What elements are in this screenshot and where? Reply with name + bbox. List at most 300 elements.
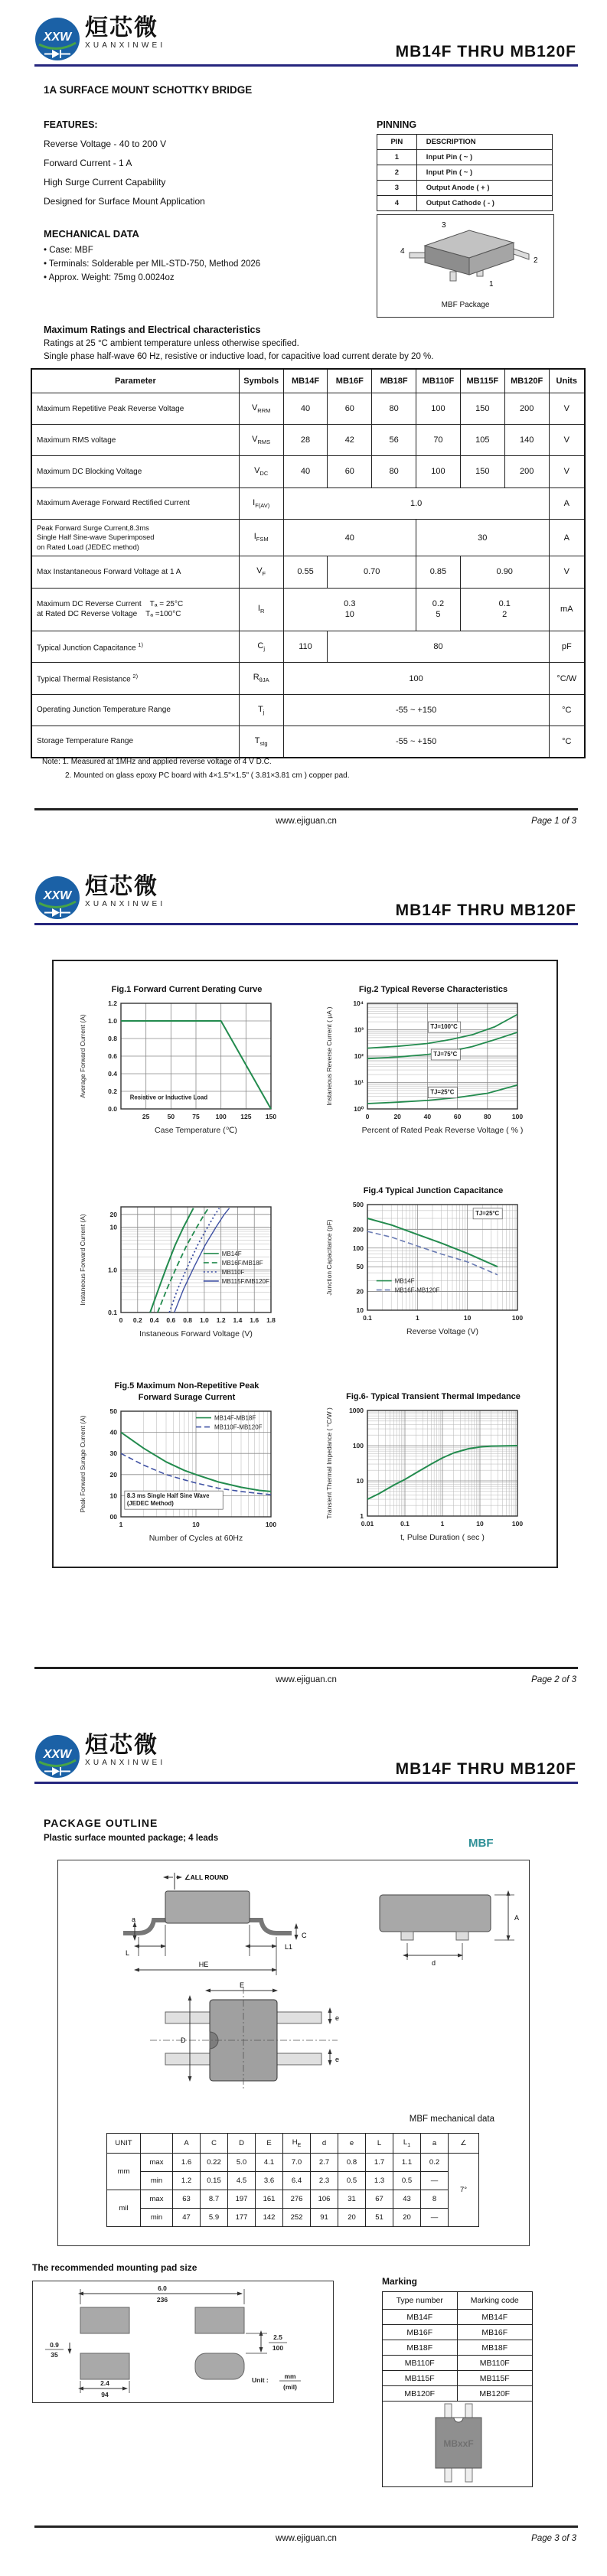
table-cell: 80 [328, 631, 549, 663]
svg-text:0.2: 0.2 [108, 1087, 117, 1095]
svg-text:40: 40 [423, 1113, 432, 1120]
svg-text:1: 1 [360, 1512, 364, 1520]
table-cell: 67 [366, 2190, 393, 2208]
product-subtitle: 1A SURFACE MOUNT SCHOTTKY BRIDGE [44, 84, 253, 96]
logo-xxw-text: XXW [43, 1748, 72, 1761]
header-rule [34, 1782, 578, 1784]
ratings-table [31, 368, 586, 758]
table-cell: 0.5 [338, 2171, 366, 2190]
col-header: UNIT [107, 2134, 141, 2154]
logo-chinese-name: 烜芯微 [85, 1733, 158, 1758]
svg-text:0.1: 0.1 [400, 1520, 410, 1528]
dim-allround-label: ∠ALL ROUND [184, 1873, 229, 1881]
svg-text:200: 200 [352, 1225, 364, 1234]
logo-icon [34, 15, 82, 63]
col-header: MB115F [460, 369, 504, 393]
table-cell: V [549, 393, 585, 425]
col-header: MB120F [504, 369, 549, 393]
svg-text:20: 20 [356, 1287, 364, 1296]
mech-data-label: MBF mechanical data [409, 2115, 494, 2124]
doc-title: MB14F THRU MB120F [395, 902, 576, 919]
col-header: L [366, 2134, 393, 2154]
dim-A-label: A [514, 1914, 520, 1922]
package-image-box [377, 214, 554, 318]
svg-text:MB14F: MB14F [221, 1250, 242, 1257]
svg-text:0.1: 0.1 [108, 1309, 117, 1316]
pin-3-label: 3 [442, 221, 446, 230]
table-cell: 100 [283, 663, 549, 694]
table-cell: 80 [372, 393, 416, 425]
table-cell: 2 [377, 165, 417, 181]
table-cell: °C/W [549, 663, 585, 694]
col-header: Units [549, 369, 585, 393]
col-header: Type number [383, 2292, 458, 2310]
table-row [383, 2371, 533, 2386]
table-row [31, 425, 585, 456]
col-header: MB16F [328, 369, 372, 393]
col-header: C [201, 2134, 228, 2154]
svg-text:TJ=100°C: TJ=100°C [430, 1023, 458, 1031]
table-cell: 80 [372, 456, 416, 487]
table-row [31, 556, 585, 588]
table-cell: 1.3 [366, 2171, 393, 2190]
svg-text:TJ=25°C: TJ=25°C [475, 1209, 500, 1217]
logo-xxw-text: XXW [43, 31, 72, 44]
svg-text:Reverse Voltage (V): Reverse Voltage (V) [406, 1327, 478, 1336]
svg-text:20: 20 [109, 1470, 117, 1479]
package-3d-drawing [377, 215, 550, 289]
svg-text:Instaneous Forward Voltage (V): Instaneous Forward Voltage (V) [139, 1329, 253, 1339]
table-row [31, 726, 585, 758]
svg-text:mm: mm [284, 2372, 296, 2380]
table-cell: °C [549, 726, 585, 758]
svg-text:100: 100 [352, 1244, 364, 1252]
svg-text:0.6: 0.6 [108, 1052, 117, 1060]
svg-text:100: 100 [511, 1520, 524, 1528]
svg-text:1: 1 [415, 1314, 419, 1322]
package-outline-box [57, 1860, 530, 2246]
logo-xxw-text: XXW [43, 889, 72, 902]
footer-site-url: www.ejiguan.cn [276, 817, 337, 826]
table-cell: 5.0 [228, 2153, 256, 2171]
table-cell: MB110F [383, 2356, 458, 2371]
table-cell: 42 [328, 425, 372, 456]
svg-text:0: 0 [365, 1113, 370, 1120]
package-caption: MBF Package [441, 301, 490, 309]
table-cell: V [549, 556, 585, 588]
footer-page-number: Page 2 of 3 [531, 1675, 576, 1684]
svg-text:Instaneous Forward Current (A): Instaneous Forward Current (A) [79, 1214, 86, 1306]
pinning-heading: PINNING [377, 119, 417, 130]
svg-text:1000: 1000 [349, 1407, 364, 1414]
dim-e2-label: e [335, 2056, 340, 2063]
marking-chip-cell [383, 2402, 533, 2487]
table-cell: Operating Junction Temperature Range [31, 694, 239, 726]
svg-text:100: 100 [265, 1521, 277, 1528]
table-cell: 40 [283, 456, 328, 487]
company-logo [34, 15, 165, 63]
dim-e1-label: e [335, 2014, 340, 2022]
dim-a-label: a [132, 1916, 136, 1923]
logo-english-name: XUANXINWEI [85, 900, 166, 908]
svg-text:1.0: 1.0 [199, 1316, 209, 1324]
table-cell: 161 [256, 2190, 283, 2208]
svg-text:100: 100 [511, 1314, 524, 1322]
svg-text:0.4: 0.4 [149, 1316, 159, 1324]
features-block [44, 119, 205, 207]
table-row [107, 2190, 479, 2208]
table-cell: max [141, 2190, 173, 2208]
svg-text:10: 10 [356, 1477, 364, 1485]
table-cell: Typical Thermal Resistance $^{2)}$ [31, 663, 239, 694]
svg-text:MB16F-MB120F: MB16F-MB120F [394, 1286, 440, 1294]
table-cell: -55 ~ +150 [283, 694, 549, 726]
figure-junction-capacitance [321, 1185, 545, 1349]
svg-text:75: 75 [192, 1113, 200, 1120]
table-cell: 105 [460, 425, 504, 456]
svg-text:(mil): (mil) [283, 2383, 297, 2391]
svg-text:236: 236 [156, 2296, 168, 2304]
table-cell: 4.1 [256, 2153, 283, 2171]
table-cell: 40 [283, 519, 416, 556]
dim-L1-label: L1 [285, 1943, 293, 1951]
header-row [383, 2292, 533, 2310]
svg-text:Case Temperature (℃): Case Temperature (℃) [155, 1126, 237, 1135]
pinning-table [377, 134, 553, 211]
svg-text:Instaneous Reverse Current ( μ: Instaneous Reverse Current ( μA ) [325, 1006, 333, 1106]
table-cell: 5.9 [201, 2208, 228, 2226]
table-cell: $T_{stg}$ [239, 726, 283, 758]
table-cell: MB16F [383, 2325, 458, 2340]
table-cell: MB14F [383, 2310, 458, 2325]
fig3-plot [75, 1201, 299, 1348]
table-cell: MB115F [457, 2371, 533, 2386]
table-cell: 106 [311, 2190, 338, 2208]
table-row [31, 588, 585, 631]
svg-text:125: 125 [240, 1113, 252, 1120]
table-cell: A [549, 487, 585, 519]
figure-derating-curve [75, 984, 299, 1148]
table-cell: 100 [416, 393, 461, 425]
footer-site-url: www.ejiguan.cn [276, 1675, 337, 1684]
svg-text:10: 10 [192, 1521, 200, 1528]
svg-text:10²: 10² [354, 1052, 364, 1060]
mechanical-heading: MECHANICAL DATA [44, 228, 139, 240]
table-row [377, 165, 553, 181]
col-header: D [228, 2134, 256, 2154]
svg-text:10: 10 [476, 1520, 484, 1528]
table-cell: 4.5 [228, 2171, 256, 2190]
table-cell: 200 [504, 456, 549, 487]
table-row [383, 2386, 533, 2402]
col-header: ∠ [449, 2134, 479, 2154]
pin-1-label: 1 [489, 280, 494, 289]
table-cell: MB14F [457, 2310, 533, 2325]
table-cell: $V_{DC}$ [239, 456, 283, 487]
note-line-1: Note: 1. Measured at 1MHz and applied reverse voltage of 4 V D.C. [42, 758, 272, 766]
fig6-plot [321, 1404, 545, 1551]
figure-title: Fig.6- Typical Transient Thermal Impedance [346, 1392, 521, 1401]
svg-text:10: 10 [463, 1314, 472, 1322]
svg-text:1.0: 1.0 [108, 1266, 117, 1274]
table-cell: 150 [460, 456, 504, 487]
table-cell: 51 [366, 2208, 393, 2226]
features-heading: FEATURES: [44, 119, 98, 130]
mounting-pad-drawing [33, 2281, 330, 2400]
col-header: PIN [377, 135, 417, 150]
col-header: A [173, 2134, 201, 2154]
table-row [107, 2153, 479, 2171]
header-row [31, 369, 585, 393]
svg-text:Average Forward Current (A): Average Forward Current (A) [79, 1014, 86, 1098]
figure-title: Fig.2 Typical Reverse Characteristics [358, 985, 508, 994]
pinning-block [377, 119, 553, 211]
table-cell: $V_F$ [239, 556, 283, 588]
svg-text:2.4: 2.4 [100, 2379, 109, 2387]
svg-text:Number of Cycles at 60Hz: Number of Cycles at 60Hz [148, 1534, 243, 1543]
table-cell: Peak Forward Surge Current,8.3ms Single Half Sine-wave Superimposed on Rated Load (JEDEC method) [31, 519, 239, 556]
table-cell: 0.70 [328, 556, 416, 588]
table-cell: 43 [393, 2190, 421, 2208]
table-cell: $T_j$ [239, 694, 283, 726]
table-cell: min [141, 2171, 173, 2190]
svg-text:0.9: 0.9 [50, 2341, 59, 2349]
table-cell: 100 [416, 456, 461, 487]
ratings-table [31, 368, 586, 758]
table-cell: — [421, 2208, 449, 2226]
mech-item: • Case: MBF [44, 246, 93, 255]
dim-d-label: d [432, 1959, 436, 1967]
table-cell: 177 [228, 2208, 256, 2226]
svg-text:Junction Capacitance (pF): Junction Capacitance (pF) [325, 1219, 333, 1296]
table-row [383, 2340, 533, 2356]
svg-text:1.2: 1.2 [108, 999, 117, 1007]
table-cell: 1 [377, 150, 417, 165]
figure-title: Fig.5 Maximum Non-Repetitive Peak Forward Surage Current [114, 1381, 259, 1402]
table-cell: pF [549, 631, 585, 663]
svg-text:MB110F: MB110F [221, 1268, 245, 1276]
table-cell: Max Instantaneous Forward Voltage at 1 A [31, 556, 239, 588]
table-cell: $I_{FSM}$ [239, 519, 283, 556]
table-cell: 20 [393, 2208, 421, 2226]
svg-text:t, Pulse Duration ( sec ): t, Pulse Duration ( sec ) [400, 1533, 485, 1542]
table-row [31, 393, 585, 425]
table-cell: MB18F [383, 2340, 458, 2356]
table-cell: 7.0 [283, 2153, 311, 2171]
svg-text:30: 30 [109, 1449, 117, 1458]
table-cell: 56 [372, 425, 416, 456]
pin-4-label: 4 [400, 247, 405, 256]
table-cell: Maximum RMS voltage [31, 425, 239, 456]
figure-reverse-characteristics [321, 984, 545, 1148]
figure-thermal-impedance [321, 1391, 545, 1555]
table-cell: 20 [338, 2208, 366, 2226]
table-cell: 0.1 2 [460, 588, 549, 631]
svg-text:MB110F-MB120F: MB110F-MB120F [214, 1423, 263, 1431]
table-cell: $V_{RRM}$ [239, 393, 283, 425]
table-cell: MB18F [457, 2340, 533, 2356]
fig5-plot [75, 1405, 299, 1552]
footer-page-number: Page 3 of 3 [531, 2534, 576, 2543]
col-header: $H_E$ [283, 2134, 311, 2154]
svg-text:0.8: 0.8 [183, 1316, 193, 1324]
ratings-line2: Single phase half-wave 60 Hz, resistive or inductive load, for capacitive load current derate by 20 %. [44, 352, 434, 361]
table-cell: 0.22 [201, 2153, 228, 2171]
svg-text:10: 10 [109, 1223, 117, 1231]
package-name-badge: MBF [468, 1837, 494, 1850]
table-cell: 0.2 5 [416, 588, 461, 631]
svg-text:MB115F/MB120F: MB115F/MB120F [221, 1277, 269, 1285]
svg-text:1.0: 1.0 [108, 1017, 117, 1025]
svg-text:80: 80 [484, 1113, 491, 1120]
dim-D-label: D [181, 2036, 186, 2044]
logo-icon [34, 1733, 82, 1780]
svg-text:Percent of Rated Peak Reverse: Percent of Rated Peak Reverse Voltage ( % ) [361, 1126, 524, 1135]
logo-english-name: XUANXINWEI [85, 1759, 166, 1767]
footer-site-url: www.ejiguan.cn [276, 2534, 337, 2543]
doc-title: MB14F THRU MB120F [395, 43, 576, 60]
table-cell: Input Pin ( ~ ) [416, 150, 552, 165]
svg-text:MB16F/MB18F: MB16F/MB18F [221, 1259, 263, 1267]
col-header: $L_1$ [393, 2134, 421, 2154]
svg-text:35: 35 [51, 2351, 58, 2359]
table-cell: Output Cathode ( - ) [416, 196, 552, 211]
header-rule [34, 923, 578, 925]
svg-text:50: 50 [109, 1407, 117, 1415]
table-row [31, 663, 585, 694]
fig1-plot [75, 997, 299, 1144]
table-cell: 3 [377, 181, 417, 196]
page-2 [0, 859, 607, 1717]
logo-chinese-name: 烜芯微 [85, 15, 158, 41]
figure-surge-current [75, 1381, 299, 1556]
table-row [31, 519, 585, 556]
feature-item: Designed for Surface Mount Application [44, 196, 205, 207]
table-row [31, 487, 585, 519]
page-footer [34, 808, 578, 833]
svg-text:MB14F-MB18F: MB14F-MB18F [214, 1414, 256, 1422]
marking-heading: Marking [382, 2276, 418, 2287]
mech-data-table [106, 2133, 479, 2227]
svg-text:TJ=75°C: TJ=75°C [433, 1051, 458, 1058]
svg-text:(JEDEC Method): (JEDEC Method) [126, 1500, 174, 1508]
svg-text:0.8: 0.8 [108, 1035, 117, 1042]
table-cell: 0.85 [416, 556, 461, 588]
table-row [31, 694, 585, 726]
ratings-heading: Maximum Ratings and Electrical characteristics [44, 324, 261, 335]
table-cell: 1.7 [366, 2153, 393, 2171]
svg-text:0.2: 0.2 [132, 1316, 142, 1324]
table-cell: 47 [173, 2208, 201, 2226]
svg-text:0: 0 [119, 1316, 123, 1324]
svg-text:10⁴: 10⁴ [353, 999, 364, 1007]
fig2-plot [321, 997, 545, 1144]
svg-text:00: 00 [109, 1513, 117, 1521]
table-cell: 110 [283, 631, 328, 663]
dim-E-label: E [239, 1981, 245, 1989]
fig4-plot [321, 1198, 545, 1345]
table-row [377, 181, 553, 196]
table-cell: 0.90 [460, 556, 549, 588]
svg-text:20: 20 [393, 1113, 401, 1120]
table-cell: Maximum DC Blocking Voltage [31, 456, 239, 487]
header-row [377, 135, 553, 150]
pin-2-label: 2 [534, 256, 538, 265]
svg-text:0.0: 0.0 [108, 1105, 117, 1113]
col-header: DESCRIPTION [416, 135, 552, 150]
marking-table [382, 2291, 533, 2487]
svg-text:Transient Thermal Impedance (: Transient Thermal Impedance ( °C/W ) [325, 1407, 333, 1519]
svg-text:1.4: 1.4 [233, 1316, 243, 1324]
characteristic-curves-box [52, 960, 558, 1568]
svg-text:1.6: 1.6 [250, 1316, 259, 1324]
mech-item: • Approx. Weight: 75mg 0.0024oz [44, 273, 175, 282]
logo-text [85, 1733, 165, 1767]
table-cell: 3.6 [256, 2171, 283, 2190]
table-cell: 6.4 [283, 2171, 311, 2190]
table-cell: 1.1 [393, 2153, 421, 2171]
table-cell: 30 [416, 519, 550, 556]
table-cell: °C [549, 694, 585, 726]
outline-subheading: Plastic surface mounted package; 4 leads [44, 1834, 219, 1843]
table-cell: Maximum DC Reverse Current Tₐ = 25°C at Rated DC Reverse Voltage Tₐ =100°C [31, 588, 239, 631]
figure-title: Fig.4 Typical Junction Capacitance [363, 1186, 504, 1195]
table-row [107, 2171, 479, 2190]
note-line-2: 2. Mounted on glass epoxy PC board with 4×1.5"×1.5" ( 3.81×3.81 cm ) copper pad. [65, 771, 350, 780]
table-cell: 31 [338, 2190, 366, 2208]
table-cell: $V_{RMS}$ [239, 425, 283, 456]
table-cell: 252 [283, 2208, 311, 2226]
table-cell: 142 [256, 2208, 283, 2226]
table-cell: 2.3 [311, 2171, 338, 2190]
table-cell: 1.6 [173, 2153, 201, 2171]
table-cell: Maximum Average Forward Rectified Current [31, 487, 239, 519]
company-logo [34, 874, 165, 921]
table-cell: mA [549, 588, 585, 631]
col-header: e [338, 2134, 366, 2154]
svg-text:20: 20 [109, 1210, 117, 1218]
table-row [31, 631, 585, 663]
table-cell: 40 [283, 393, 328, 425]
figure-forward-characteristics [75, 1201, 299, 1352]
table-cell: 4 [377, 196, 417, 211]
svg-text:Resistive or Inductive Load: Resistive or Inductive Load [129, 1094, 208, 1101]
table-cell: MB16F [457, 2325, 533, 2340]
table-cell: 200 [504, 393, 549, 425]
marking-chip-row [383, 2402, 533, 2487]
svg-text:10: 10 [356, 1306, 364, 1314]
table-cell: 0.55 [283, 556, 328, 588]
table-cell: mm [107, 2153, 141, 2190]
company-logo [34, 1733, 165, 1780]
table-cell: min [141, 2208, 173, 2226]
svg-text:1.8: 1.8 [266, 1316, 276, 1324]
figure-title: Fig.1 Forward Current Derating Curve [111, 985, 263, 994]
feature-item: High Surge Current Capability [44, 177, 166, 187]
outline-heading: PACKAGE OUTLINE [44, 1817, 158, 1829]
feature-item: Reverse Voltage - 40 to 200 V [44, 139, 167, 149]
svg-text:500: 500 [352, 1201, 364, 1208]
table-cell: 70 [416, 425, 461, 456]
table-cell: -55 ~ +150 [283, 726, 549, 758]
table-row [383, 2325, 533, 2340]
table-cell: MB120F [457, 2386, 533, 2402]
table-cell: 140 [504, 425, 549, 456]
table-row [31, 456, 585, 487]
marking-chip-drawing [385, 2402, 530, 2483]
page-footer [34, 2525, 578, 2551]
col-header: Symbols [239, 369, 283, 393]
